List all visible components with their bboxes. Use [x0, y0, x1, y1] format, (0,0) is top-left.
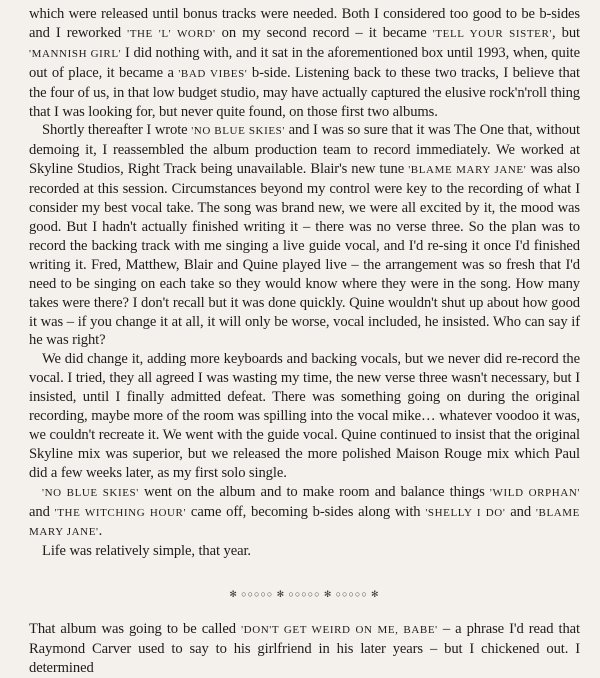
paragraph — [29, 483, 580, 543]
text-run: on my second record – it became — [215, 24, 433, 41]
paragraph — [29, 542, 580, 561]
text-run: , but — [552, 24, 580, 41]
text-run: Life was relatively simple, that year. — [42, 543, 251, 560]
paragraph — [29, 620, 580, 678]
text-run: b-side. Listening back to these two tracks, I believe that the four of us, in that low budget studio, may have actually captured the elusive rock'n'roll thing that I was looking for, but never quite found, on those first two albums. — [29, 64, 580, 120]
song-title: 'SHELLY I DO' — [425, 506, 506, 519]
text-run: came off, becoming b-sides along with — [186, 503, 426, 520]
text-run: That album was going to be called — [29, 621, 242, 638]
paragraph — [29, 5, 580, 121]
text-run: . — [98, 523, 103, 540]
text-run: and I was so sure that it was The One that, without demoing it, I reassembled the album production team to record immediately. We worked at Skyline Studios, Right Track being unavailable. Blair's new tune — [29, 122, 580, 178]
song-title: 'NO BLUE SKIES' — [42, 486, 139, 499]
text-run: which were released until bonus tracks were needed. Both I considered too good to be b-sides and I reworked — [29, 6, 580, 41]
song-title: 'NO BLUE SKIES' — [191, 125, 285, 138]
text-run: was also recorded at this session. Circumstances beyond my control were key to the recording of what I consider my best vocal take. The song was brand new, we were all excited by it, the mood was good. But I hadn't actually finished writing it – there was no verse three. So the plan was to record the backing track with me singing a live guide vocal, and I'd re-sing it once I'd finished writing it. Fred, Matthew, Blair and Quine played live – the arrangement was so fresh that I'd need to be singing on each take so they would know where they were in the song. How many takes were there? I don't recall but it was done quickly. Quine wouldn't shut up about how good it was – if you change it at all, it will only be worse, vocal included, he insisted. Who can say if he was right? — [29, 161, 580, 349]
paragraph — [29, 121, 580, 350]
text-run: went on the album and to make room and balance things — [138, 483, 490, 500]
text-run: I did nothing with, and it sat in the aforementioned box until 1993, when, quite out of place, it became a — [29, 44, 580, 81]
text-run: and — [505, 503, 536, 520]
text-run: and — [29, 503, 55, 520]
text-run: – a phrase I'd read that Raymond Carver used to say to his girlfriend in his later years – but I chickened out. I determined — [29, 621, 581, 677]
song-title: 'THE WITCHING HOUR' — [54, 506, 187, 519]
section-break-ornament: ✻ ○○○○○ ✻ ○○○○○ ✻ ○○○○○ ✻ — [229, 589, 380, 600]
song-title: 'WILD ORPHAN' — [489, 486, 580, 499]
song-title: 'BAD VIBES' — [178, 67, 248, 80]
text-run: Shortly thereafter I wrote — [42, 122, 192, 139]
song-title: 'MANNISH GIRL' — [29, 47, 122, 60]
song-title: 'BLAME MARY JANE' — [29, 506, 581, 539]
body-text — [29, 5, 580, 561]
next-section-text — [29, 620, 580, 678]
song-title: 'DON'T GET WEIRD ON ME, BABE' — [241, 624, 438, 637]
song-title: 'TELL YOUR SISTER' — [432, 27, 552, 40]
song-title: 'BLAME MARY JANE' — [408, 164, 527, 177]
song-title: 'THE 'L' WORD' — [127, 27, 216, 40]
paragraph — [29, 350, 580, 482]
text-run: We did change it, adding more keyboards and backing vocals, but we never did re-record the vocal. I tried, they all agreed I was wasting my time, the new verse three wasn't necessary, but I insisted, until I finally admitted defeat. There was something going on during the original recording, maybe more of the room was spilling into the vocal mike… whatever voodoo it was, we couldn't recreate it. We went with the guide vocal. Quine continued to insist that the original Skyline mix was superior, but we released the more polished Maison Rouge mix which Paul did a few weeks later, as my first solo single. — [29, 351, 580, 481]
